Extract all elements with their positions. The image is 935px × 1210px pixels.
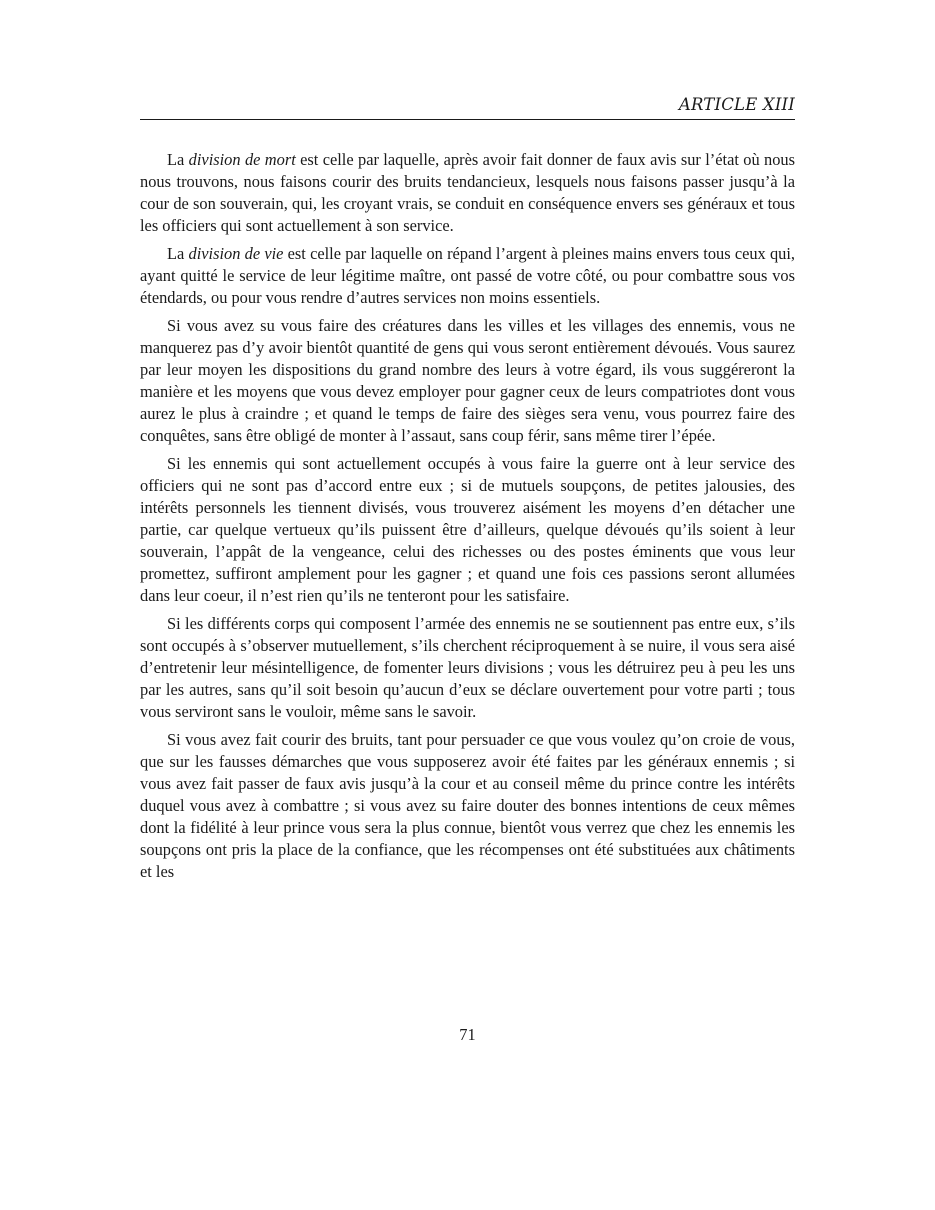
- body-text: [140, 149, 795, 889]
- paragraph-rest: est celle par laquelle on répand l’argent à pleines mains envers tous ceux qui, ayant quitté le service de leur légitime maître, ont passé de votre côté, ou pour combattre sous vos étendards, ou pour vous rendre d’autres services non moins essentiels.: [140, 244, 796, 307]
- page-number: 71: [459, 1025, 476, 1044]
- paragraph-division-de-vie: [140, 243, 795, 309]
- paragraph-bruits: Si vous avez fait courir des bruits, tant pour persuader ce que vous voulez qu’on croie de vous, que sur les fausses démarches que vous supposerez avoir été faites par les généraux ennemis ; si vous avez fait passer de faux avis jusqu’à la cour et au conseil même du prince contre les intérêts duquel vous avez à combattre ; si vous avez su faire douter des bonnes intentions de ceux mêmes dont la fidélité à leur prince vous sera la plus connue, bientôt vous verrez que chez les ennemis les soupçons ont pris la place de la confiance, que les récompenses ont été substituées aux châtiments et les: [140, 730, 795, 881]
- paragraph-corps-armee: Si les différents corps qui composent l’armée des ennemis ne se soutiennent pas entre eux, s’ils sont occupés à s’observer mutuellement, s’ils cherchent réciproquement à se nuire, il vous sera aisé d’entretenir leur mésintelligence, de fomenter leurs divisions ; vous les détruirez peu à peu les uns par les autres, sans qu’il soit besoin qu’aucun d’eux se déclare ouvertement pour votre parti ; tous vous serviront sans le vouloir, même sans le savoir.: [140, 614, 795, 721]
- paragraph-officiers: Si les ennemis qui sont actuellement occupés à vous faire la guerre ont à leur service des officiers qui ne sont pas d’accord entre eux ; si de mutuels soupçons, de petites jalousies, des intérêts personnels les tiennent divisés, vous trouverez aisément les moyens d’en détacher une partie, car quelque vertueux qu’ils puissent être d’ailleurs, quelque dévoués qu’ils soient à leur souverain, l’appât de la vengeance, celui des richesses ou des postes éminents que vous leur promettez, suffiront amplement pour les gagner ; et quand une fois ces passions seront allumées dans leur coeur, il n’est rien qu’ils ne tenteront pour les satisfaire.: [140, 454, 795, 605]
- paragraph-division-de-mort: [140, 149, 795, 237]
- paragraph-rest: est celle par laquelle, après avoir fait donner de faux avis sur l’état où nous nous trouvons, nous faisons courir des bruits tendancieux, lesquels nous faisons passer jusqu’à la cour de son souverain, qui, les croyant vrais, se conduit en conséquence envers ses généraux et tous les officiers qui sont actuellement à son service.: [140, 150, 796, 235]
- paragraph-lead: La: [167, 150, 189, 169]
- running-head-title: ARTICLE XIII: [678, 95, 795, 114]
- italic-term: division de mort: [188, 150, 296, 169]
- italic-term: division de vie: [188, 244, 284, 263]
- paragraph-creatures: Si vous avez su vous faire des créatures dans les villes et les villages des ennemis, vous ne manquerez pas d’y avoir bientôt quantité de gens qui vous seront entièrement dévoués. Vous saurez par leur moyen les dispositions du grand nombre des leurs à votre égard, ils vous suggéreront la manière et les moyens que vous devez employer pour gagner ceux de leurs compatriotes dont vous aurez le plus à craindre ; et quand le temps de faire des sièges sera venu, vous pourrez faire des conquêtes, sans être obligé de monter à l’assaut, sans coup férir, sans même tirer l’épée.: [140, 316, 795, 445]
- paragraph-lead: La: [167, 244, 189, 263]
- header-rule: [140, 119, 795, 120]
